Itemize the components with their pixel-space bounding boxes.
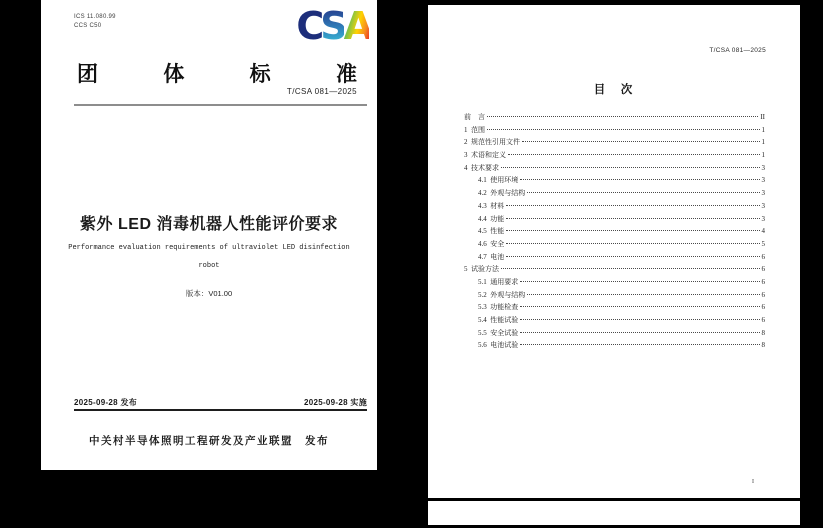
- toc-entry-page: 1: [761, 151, 765, 160]
- toc-leader-dots: [501, 268, 760, 269]
- standard-title-cn: 紫外 LED 消毒机器人性能评价要求: [80, 216, 338, 233]
- toc-entry[interactable]: [464, 150, 765, 163]
- toc-entry[interactable]: [464, 214, 765, 227]
- ics-code: ICS 11.080.99: [74, 14, 116, 20]
- toc-entry-page: 6: [761, 316, 765, 324]
- toc-entry-label: 4.2 外观与结构: [478, 189, 526, 198]
- toc-entry-label: 5.5 安全试验: [478, 328, 519, 337]
- toc-entry-label: 5.6 电池试验: [478, 341, 519, 350]
- toc-entry-label: 5.2 外观与结构: [478, 290, 526, 299]
- toc-page: [428, 5, 800, 498]
- toc-entry[interactable]: [464, 163, 765, 176]
- standard-title-en-line2: robot: [198, 262, 220, 270]
- toc-entry-label: 5.4 性能试验: [478, 316, 519, 324]
- header-divider-rule: [74, 104, 367, 106]
- toc-entry-page: II: [760, 113, 765, 121]
- toc-entry-page: 1: [761, 138, 765, 147]
- toc-entry-label: 4.5 性能: [478, 227, 505, 236]
- cover-doc-number: T/CSA 081—2025: [286, 87, 357, 96]
- toc-entry-page: 5: [761, 239, 765, 248]
- toc-entry[interactable]: [464, 264, 765, 277]
- toc-list: [464, 112, 765, 353]
- csa-logo-letter-s: S: [320, 4, 344, 48]
- toc-entry[interactable]: [464, 302, 765, 315]
- toc-leader-dots: [520, 306, 759, 307]
- issue-date: 2025-09-28 发布: [74, 398, 138, 407]
- toc-leader-dots: [501, 167, 760, 168]
- standard-type-char: 团: [77, 63, 98, 86]
- toc-entry-page: 1: [761, 125, 765, 134]
- toc-entry-label: 2 规范性引用文件: [464, 138, 520, 147]
- version-label: 版本：V01.00: [185, 289, 233, 298]
- toc-entry[interactable]: [464, 175, 765, 188]
- toc-entry-page: 3: [761, 176, 765, 185]
- standard-title-en-line1: Performance evaluation requirements of ultraviolet LED disinfection: [68, 244, 350, 252]
- csa-logo-letter-c: C: [296, 4, 321, 48]
- toc-entry[interactable]: [464, 252, 765, 265]
- toc-entry-label: 5.3 功能检查: [478, 303, 519, 312]
- toc-leader-dots: [508, 154, 760, 155]
- toc-entry-label: 4.6 安全: [478, 239, 505, 248]
- toc-leader-dots: [522, 141, 760, 142]
- standard-type-char: 体: [163, 63, 185, 86]
- toc-leader-dots: [487, 116, 758, 117]
- toc-leader-dots: [506, 243, 759, 244]
- toc-leader-dots: [506, 256, 759, 257]
- toc-entry[interactable]: [464, 239, 765, 252]
- implement-date: 2025-09-28 实施: [303, 398, 367, 407]
- toc-leader-dots: [487, 129, 760, 130]
- standard-type-char: 标: [249, 63, 271, 86]
- toc-leader-dots: [506, 205, 759, 206]
- toc-entry-label: 4.1 使用环境: [478, 176, 519, 185]
- toc-entry[interactable]: [464, 188, 765, 201]
- ics-classification: [74, 13, 116, 30]
- next-page-edge: [428, 501, 800, 525]
- toc-entry-label: 5.1 通用要求: [478, 277, 519, 286]
- toc-entry[interactable]: [464, 290, 765, 303]
- toc-entry-page: 3: [761, 214, 765, 223]
- csa-logo: [296, 6, 369, 46]
- standard-type-char: 准: [335, 63, 357, 86]
- csa-logo-letter-a: A: [343, 4, 369, 48]
- dates-row: [74, 397, 367, 408]
- toc-entry[interactable]: [464, 201, 765, 214]
- toc-entry-label: 3 术语和定义: [464, 151, 506, 160]
- toc-entry[interactable]: [464, 137, 765, 150]
- footer-divider-rule: [74, 409, 367, 411]
- toc-entry-page: 6: [761, 277, 765, 286]
- cover-page: [41, 0, 377, 470]
- toc-leader-dots: [506, 230, 759, 231]
- toc-leader-dots: [527, 192, 759, 193]
- standard-type-heading: [77, 58, 357, 88]
- toc-entry-label: 4.4 功能: [478, 214, 505, 223]
- toc-entry[interactable]: [464, 125, 765, 138]
- toc-entry-label: 4.3 材料: [478, 201, 505, 210]
- toc-leader-dots: [527, 294, 759, 295]
- toc-entry[interactable]: [464, 315, 765, 328]
- ccs-code: CCS C50: [74, 22, 102, 29]
- toc-entry-label: 4.7 电池: [478, 252, 505, 261]
- toc-entry-page: 8: [761, 328, 765, 337]
- toc-entry[interactable]: [464, 340, 765, 353]
- toc-title: 目 次: [593, 84, 635, 96]
- toc-header-doc-number: T/CSA 081—2025: [709, 47, 766, 54]
- toc-leader-dots: [520, 281, 759, 282]
- toc-entry-label: 1 范围: [464, 125, 485, 134]
- toc-entry[interactable]: [464, 226, 765, 239]
- toc-entry-page: 3: [761, 163, 765, 172]
- toc-entry-page: 3: [761, 189, 765, 198]
- toc-leader-dots: [520, 344, 759, 345]
- toc-entry-page: 4: [761, 227, 765, 236]
- toc-leader-dots: [520, 179, 759, 180]
- toc-leader-dots: [520, 319, 759, 320]
- toc-entry-label: 4 技术要求: [464, 163, 499, 172]
- toc-entry-page: 6: [761, 265, 765, 274]
- toc-entry[interactable]: [464, 112, 765, 125]
- toc-leader-dots: [506, 218, 759, 219]
- toc-entry-label: 5 试验方法: [464, 265, 499, 274]
- toc-leader-dots: [520, 332, 759, 333]
- toc-entry-page: 3: [761, 201, 765, 210]
- toc-entry-page: 6: [761, 303, 765, 312]
- toc-entry-page: 6: [761, 252, 765, 261]
- toc-entry[interactable]: [464, 277, 765, 290]
- publisher-line: 中关村半导体照明工程研发及产业联盟 发布: [89, 435, 329, 447]
- toc-entry[interactable]: [464, 328, 765, 341]
- toc-entry-page: 6: [761, 290, 765, 299]
- toc-page-number: I: [752, 479, 754, 485]
- toc-entry-page: 8: [761, 341, 765, 350]
- toc-entry-label: 前 言: [464, 113, 485, 121]
